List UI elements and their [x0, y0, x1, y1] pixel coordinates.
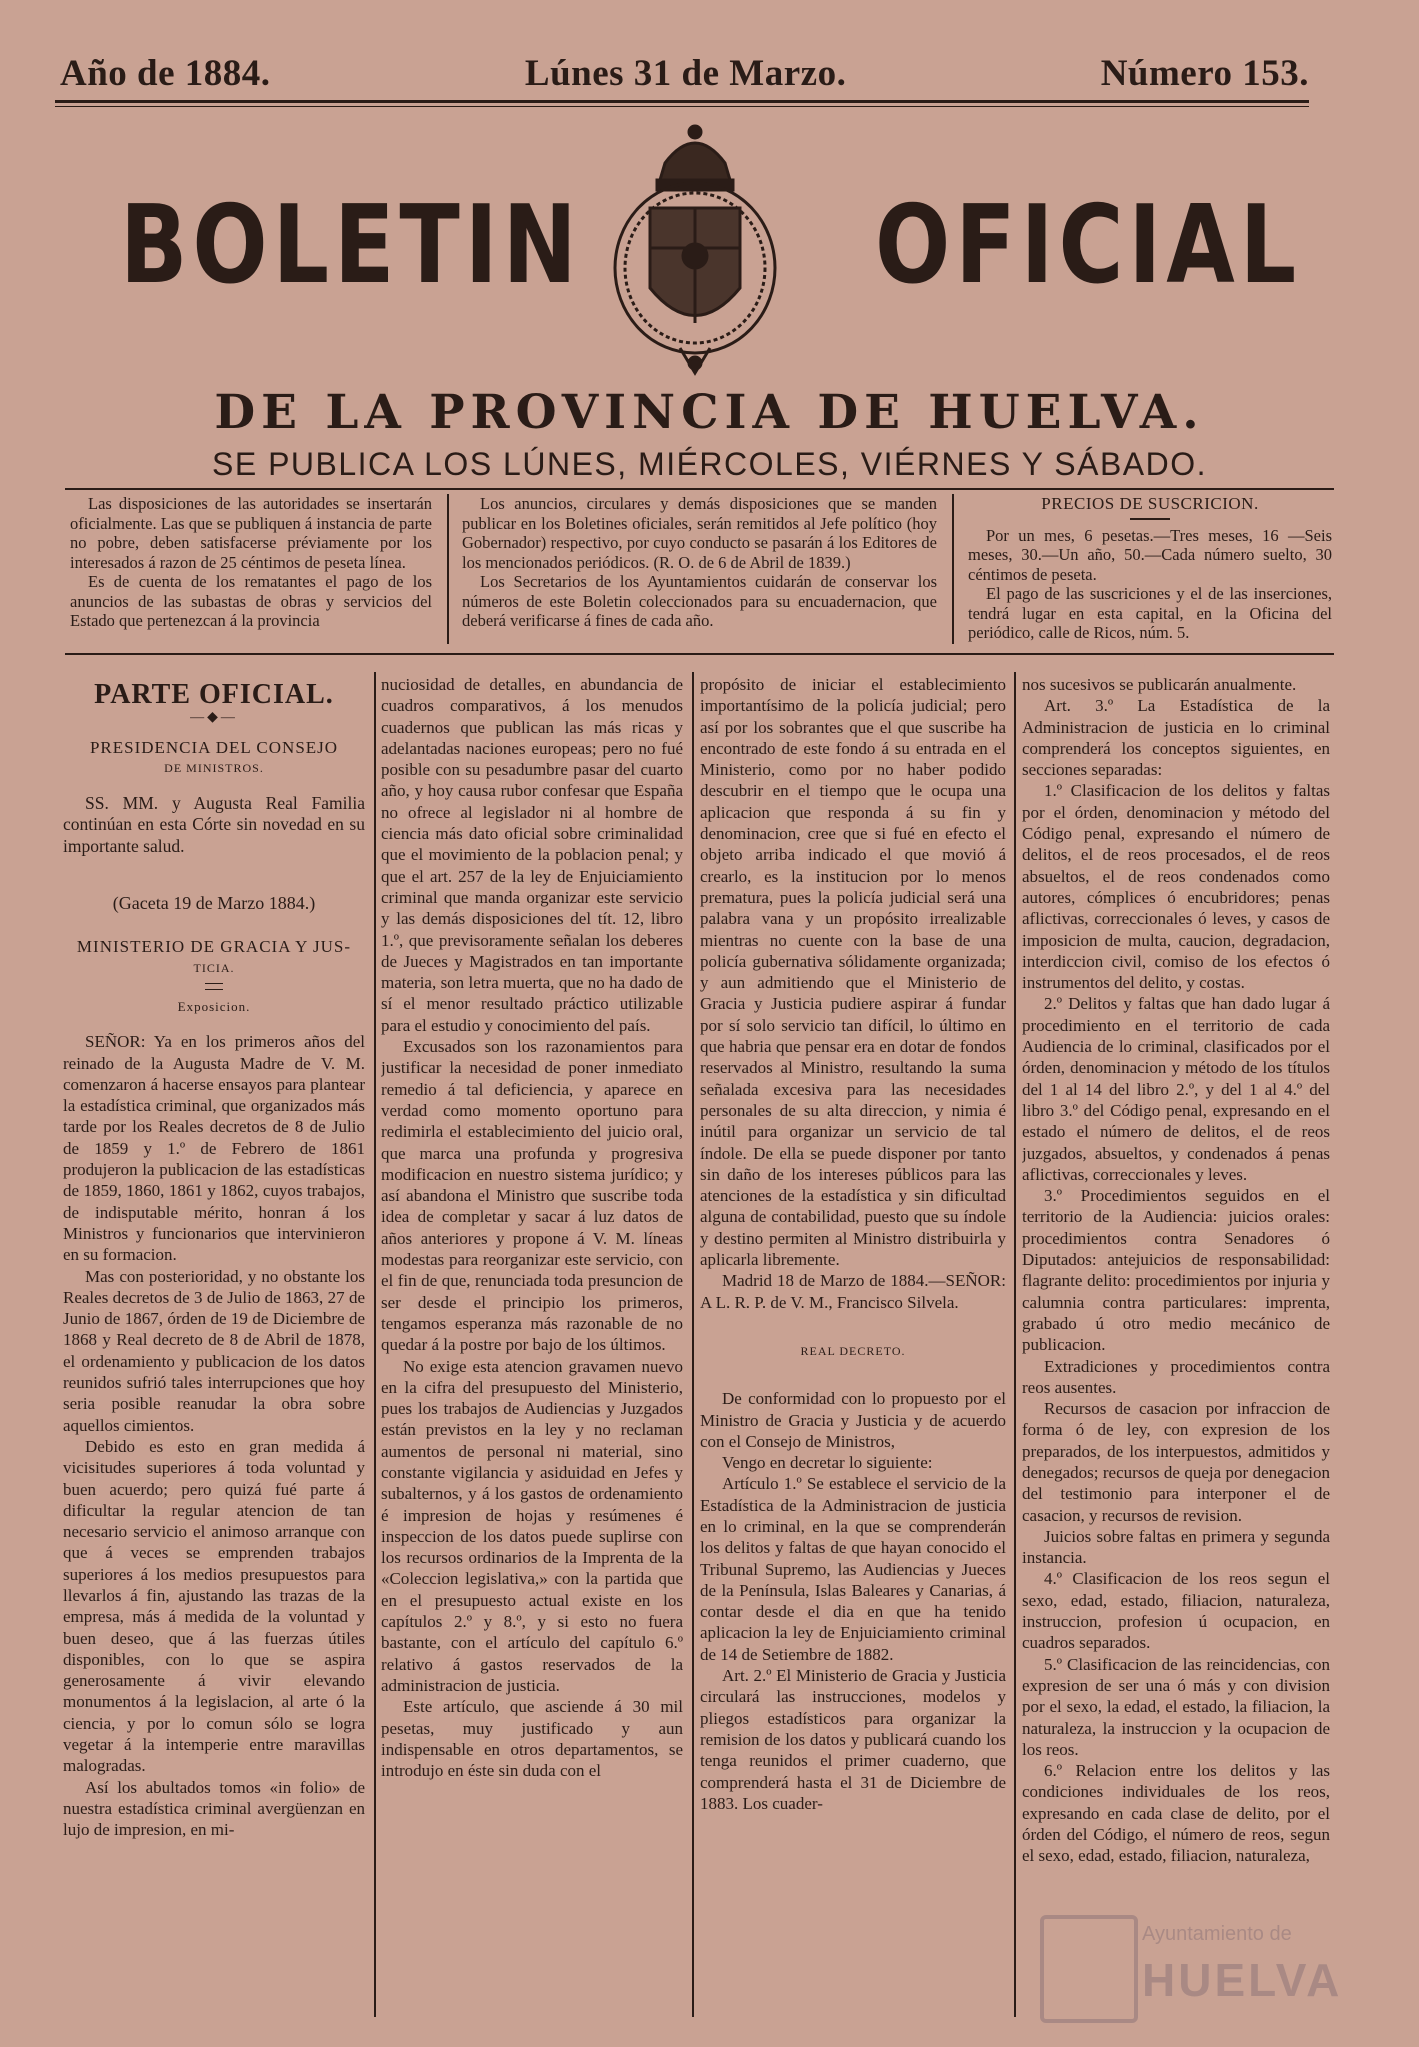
- article-paragraph: De conformidad con lo propuesto por el Ministro de Gracia y Justicia y de acuerdo con el Consejo de Ministros,: [700, 1389, 1006, 1451]
- article-paragraph: nos sucesivos se publicarán anualmente.: [1022, 675, 1297, 694]
- article-paragraph: 3.º Procedimientos seguidos en el territorio de la Audiencia: juicios orales: procedimientos contra Senadores ó Diputados: antejuicios de responsabilidad: flagrante delito: procedimientos por injuria y calumnia contra particulares: imprenta, grabado ú otro medio mecánico de publicacion.: [1022, 1186, 1330, 1355]
- article-paragraph: Debido es esto en gran medida á vicisitudes superiores á toda voluntad y buen acuerdo; pero quizá fué parte á dificultar la regular atencion de tan necesario servicio el animoso arranque con que á veces se emprenden trabajos superiores á los medios presupuestos para llevarlos á fin, ajustando las trazas de la empresa, más á medida de la voluntad y buen deseo, que á las fuerzas útiles disponibles, con lo que se aspira generosamente á vivir elevando monumentos á la legislacion, al arte ó la ciencia, y por lo comun sólo se logra vegetar á la intemperie entre maravillas malogradas.: [63, 1436, 365, 1776]
- article-paragraph: 2.º Delitos y faltas que han dado lugar á procedimiento en el territorio de cada Audiencia de lo criminal, clasificados por el órden, denominacion y método de los títulos del 1 al 14 del libro 2.º, y del 1 al 4.º del libro 3.º del Código penal, expresando en el estado el número de delitos, el de reos juzgados, absueltos, y condenados á penas aflictivas, correccionales y leves.: [1022, 994, 1330, 1184]
- section-title: PARTE OFICIAL.: [94, 679, 334, 710]
- article-paragraph: Juicios sobre faltas en primera y segunda instancia.: [1022, 1526, 1330, 1568]
- double-rule: [205, 983, 223, 990]
- notice-prices: [968, 494, 1332, 646]
- issue-year: Año de 1884.: [60, 53, 271, 94]
- real-decreto-heading: REAL DECRETO.: [800, 1343, 906, 1358]
- schedule-rule: [65, 488, 1334, 490]
- article-paragraph: 6.º Relacion entre los delitos y las condiciones individuales de los reos, expresando en cada clase de delito, por el órden del Código, el número de reos, segun el sexo, edad, estado, filiacion, naturaleza,: [1022, 1761, 1330, 1866]
- column-divider: [374, 672, 376, 2017]
- column-4: [1022, 674, 1330, 2024]
- column-divider: [692, 672, 694, 2017]
- ministerio-heading-cont: TICIA.: [193, 960, 235, 975]
- prices-paragraph: El pago de las suscriciones y el de las inserciones, tendrá lugar en esta capital, en la Oficina del periódico, calle de Ricos, núm. 5.: [968, 584, 1332, 642]
- archive-watermark: [1040, 1915, 1343, 2025]
- notice-announcements: [462, 494, 937, 646]
- article-paragraph: Art. 3.º La Estadística de la Administracion de justicia en lo criminal comprenderá los conceptos siguientes, en secciones separadas:: [1022, 696, 1330, 780]
- prices-title: PRECIOS DE SUSCRICION.: [1041, 494, 1259, 513]
- masthead-title-right: OFICIAL: [875, 183, 1302, 308]
- article-paragraph: Vengo en decretar lo siguiente:: [722, 1453, 933, 1473]
- article-paragraph: 1.º Clasificacion de los delitos y faltas por el órden, denominacion y método del Código penal, expresando el número de delitos, el de reos procesados, el de reos absueltos, el de reos condenados como autores, cómplices ó encubridores; penas aflictivas, correccionales ó leves, y casos de imposicion de multa, caucion, degradacion, interdiccion civil, comiso de los efectos ó instrumentos del delito, y costas.: [1022, 781, 1330, 993]
- article-paragraph: 5.º Clasificacion de las reincidencias, con expresion de ser una ó más y con division por el sexo, la edad, el estado, la filiacion, la naturaleza, la instruccion y la ocupacion de los reos.: [1022, 1654, 1330, 1759]
- column-2: [381, 674, 683, 2024]
- notice-divider: [447, 494, 449, 644]
- article-paragraph: propósito de iniciar el establecimiento importantísimo de la policía judicial; pero así por los sobrantes que el que suscribe ha encontrado de este fondo á su entrada en el Ministerio, como por no haber podido descubrir en el tiempo que le ocupa una aplicacion que responda á su fin y denominacion, cree que si fué en efecto el objeto arriba indicado el que movió á crearlo, es la institucion por lo menos prematura, pues la policía judicial será una palabra vana y un propósito irrealizable mientras no cuente con la base de una policía gubernativa sólidamente organizada; y aun admitiendo que el Ministerio de Gracia y Justicia pudiere aspirar á fundar por sí solo servicio tan difícil, lo último en que habria que pensar era en dotar de fondos reservados al Ministro, resultando la suma señalada excesiva para las necesidades personales de su alta direccion, y nimia é inútil para organizar un servicio de tal índole. De ella se puede disponer por tanto sin daño de los intereses públicos para las atenciones de la estadística y sin dificultad alguna de contabilidad, puesto que su índole y destino permiten al Ministro distribuirla y aplicarla libremente.: [700, 675, 1006, 1270]
- article-paragraph: No exige esta atencion gravamen nuevo en la cifra del presupuesto del Ministerio, pues los trabajos de Audiencias y Juzgados están previstos en la ley y no reclaman aumentos de personal ni material, sino constante vigilancia y asiduidad en Jefes y subalternos, y á los gastos de ordenamiento é impresion de hojas y resúmenes é inspeccion de los datos puede suplirse con los recursos ordinarios de la Imprenta de la «Coleccion legislativa,» con la partida que en el presupuesto actual existe en los capítulos 2.º y 8.º, y si esto no fuera bastante, con el artículo del capítulo 6.º relativo á gastos reservados de la administracion de justicia.: [381, 1356, 683, 1695]
- signature-line: Madrid 18 de Marzo de 1884.—SEÑOR: A L. R. P. de V. M., Francisco Silvela.: [700, 1271, 1006, 1312]
- ministerio-heading: MINISTERIO DE GRACIA Y JUS-: [76, 937, 352, 957]
- column-divider: [1014, 672, 1016, 2017]
- gaceta-reference: (Gaceta 19 de Marzo 1884.): [112, 893, 316, 914]
- issue-date: Lúnes 31 de Marzo.: [524, 53, 847, 94]
- header-rule-top: [55, 100, 1309, 103]
- watermark-line-2: HUELVA: [1142, 1954, 1343, 2006]
- notices-rule: [65, 653, 1334, 655]
- prices-rule: [1130, 518, 1170, 520]
- prices-paragraph: Por un mes, 6 pesetas.—Tres meses, 16 —Seis meses, 30.—Un año, 50.—Cada número suelto, 30 céntimos de peseta.: [968, 525, 1332, 584]
- article-paragraph: nuciosidad de detalles, en abundancia de cuadros comparativos, á los menudos cuadernos que publican las más ricas y adelantadas naciones europeas; pero no fué posible con su pesadumbre pasar del cuarto año, y hoy causa rubor confesar que España no ofrece al legislador ni al hombre de ciencia más dato oficial sobre criminalidad que el movimiento de la poblacion penal; y que el art. 257 de la ley de Enjuiciamiento criminal que manda organizar este servicio y las demás disposiciones del tít. 12, libro 1.º, que previsoramente señalan los deberes de Jueces y Magistrados en tan importante materia, son letra muerta, que no ha dado de sí el menor resultado práctico utilizable para el estudio y conocimiento del país.: [381, 675, 683, 1035]
- watermark-line-1: Ayuntamiento de: [1142, 1923, 1292, 1945]
- notice-paragraph: Las disposiciones de las autoridades se insertarán oficialmente. Las que se publiquen á instancia de parte no pobre, deben satisfacerse préviamente por los interesados á razon de 25 céntimos de peseta línea.: [70, 494, 432, 572]
- ministros-heading: DE MINISTROS.: [164, 760, 264, 775]
- header-rule-top-thin: [55, 106, 1309, 107]
- article-paragraph: Este artículo, que asciende á 30 mil pesetas, muy justificado y aun indispensable en otros departamentos, se introdujo en éste sin duda con el: [381, 1697, 683, 1781]
- publication-schedule: SE PUBLICA LOS LÚNES, MIÉRCOLES, VIÉRNES Y SÁBADO.: [211, 446, 1208, 482]
- article-paragraph: Art. 2.º El Ministerio de Gracia y Justicia circulará las instrucciones, modelos y pliegos estadísticos para organizar la remision de los datos y publicará cuando los tenga reunidos el primer cuaderno, que comprenderá hasta el 31 de Diciembre de 1883. Los cuader-: [700, 1666, 1006, 1813]
- article-paragraph: Mas con posterioridad, y no obstante los Reales decretos de 3 de Julio de 1863, 27 de Junio de 1867, órden de 19 de Diciembre de 1868 y Real decreto de 8 de Abril de 1878, el ordenamiento y publicacion de los datos reunidos sufrió tales interrupciones que hoy seria posible reanudar la obra sobre aquellos cimientos.: [63, 1266, 365, 1435]
- royal-family-notice: SS. MM. y Augusta Real Familia continúan en esta Córte sin novedad en su importante salud.: [63, 793, 365, 856]
- notice-divider: [952, 494, 954, 644]
- article-paragraph: SEÑOR: Ya en los primeros años del reinado de la Augusta Madre de V. M. comenzaron á hacerse ensayos para plantear la estadística criminal, que organizados más tarde por los Reales decretos de 8 de Julio de 1859 y 1.º de Febrero de 1861 produjeron la publicacion de las estadísticas de 1859, 1860, 1861 y 1862, cuyos trabajos, de indisputable mérito, honran á los Ministros y funcionarios que intervinieron en su formacion.: [63, 1032, 365, 1265]
- province-subtitle: DE LA PROVINCIA DE HUELVA.: [214, 385, 1205, 440]
- presidencia-heading: PRESIDENCIA DEL CONSEJO: [89, 737, 339, 757]
- masthead-title-left: BOLETIN: [120, 183, 582, 308]
- notice-paragraph: Los anuncios, circulares y demás disposiciones que se manden publicar en los Boletines oficiales, serán remitidos al Jefe político (hoy Gobernador) respectivo, por cuyo conducto se pasarán á los Editores de los mencionados periódicos. (R. O. de 6 de Abril de 1839.): [462, 494, 937, 572]
- coat-of-arms-icon: [595, 118, 795, 383]
- ornament-rule: —◆—: [190, 710, 238, 726]
- masthead: [90, 118, 1329, 388]
- column-3: [700, 674, 1006, 2024]
- archive-logo-icon: [1040, 1915, 1138, 2023]
- issue-number: Número 153.: [1100, 53, 1309, 94]
- article-paragraph: Extradiciones y procedimientos contra reos ausentes.: [1022, 1356, 1330, 1397]
- notice-insertions: [70, 494, 432, 646]
- article-paragraph: Recursos de casacion por infraccion de forma ó de ley, con expresion de los preparados, de los interpuestos, admitidos y denegados; recursos de queja por denegacion del testimonio para interponer el de casacion, y recursos de revision.: [1022, 1399, 1330, 1525]
- article-paragraph: Artículo 1.º Se establece el servicio de la Estadística de la Administracion de justicia en lo criminal, en la que se comprenderán los delitos y faltas de que hayan conocido el Tribunal Supremo, las Audiencias y Jueces de la Península, Islas Baleares y Canarias, á contar desde el dia en que ha tenido aplicacion la ley de Enjuiciamiento criminal de 14 de Setiembre de 1882.: [700, 1474, 1006, 1664]
- article-paragraph: Así los abultados tomos «in folio» de nuestra estadística criminal avergüenzan en lujo de impresion, en mi-: [63, 1777, 365, 1840]
- column-1: [63, 674, 365, 2024]
- article-paragraph: Excusados son los razonamientos para justificar la necesidad de poner inmediato remedio á tal deficiencia, y aparece en verdad como momento oportuno para redimirla el establecimiento del juicio oral, que marca una profunda y progresiva modificacion en nuestro sistema jurídico; y así abandona el Ministro que suscribe toda idea de completar y sacar á luz datos de años anteriores y propone á V. M. líneas modestas para reorganizar este servicio, con el fin de que, renunciada toda presuncion de ser desde el principio los primeros, tengamos esperanza más razonable de no quedar á la postre por bajo de los últimos.: [381, 1037, 683, 1355]
- notice-paragraph: Los Secretarios de los Ayuntamientos cuidarán de conservar los números de este Boletin coleccionados para su encuadernacion, que deberá verificarse á fines de cada año.: [462, 572, 937, 630]
- header-topline: [60, 40, 1309, 95]
- notice-paragraph: Es de cuenta de los rematantes el pago de los anuncios de las subastas de obras y servicios del Estado que pertenezcan á la provincia: [70, 572, 432, 630]
- exposicion-heading: Exposicion.: [177, 998, 251, 1014]
- article-paragraph: 4.º Clasificacion de los reos segun el sexo, edad, estado, filiacion, naturaleza, instruccion, profesion ú ocupacion, en cuadros separados.: [1022, 1569, 1330, 1653]
